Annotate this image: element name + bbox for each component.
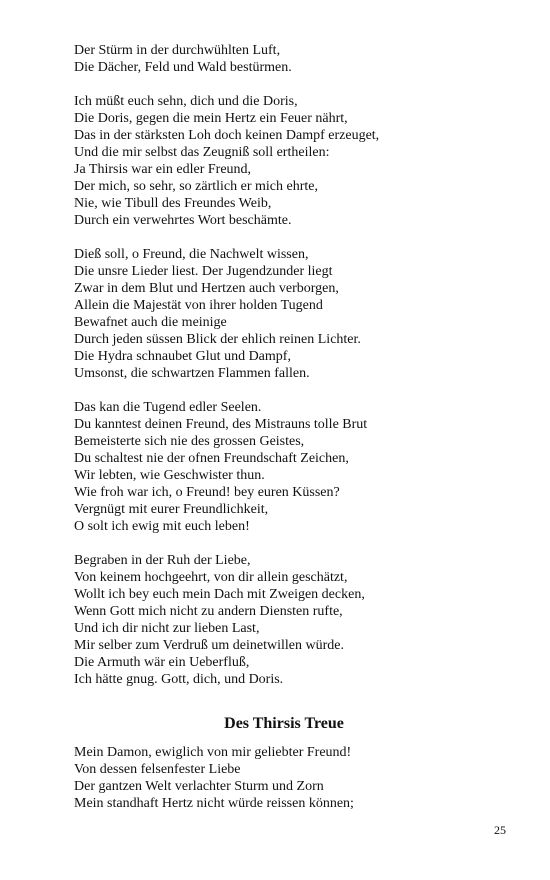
poem-line: Du kanntest deinen Freund, des Mistrauns tolle Brut bbox=[74, 417, 368, 432]
stanza bbox=[74, 42, 494, 76]
poem-line: Wie froh war ich, o Freund! bey euren Küssen? bbox=[74, 485, 340, 500]
poem-line: Das kan die Tugend edler Seelen. bbox=[74, 400, 262, 415]
poem-line: Wir lebten, wie Geschwister thun. bbox=[74, 468, 265, 483]
poem-line: Nie, wie Tibull des Freundes Weib, bbox=[74, 196, 272, 211]
stanza bbox=[74, 399, 494, 535]
poem-line: Von dessen felsenfester Liebe bbox=[74, 762, 241, 777]
poem-line: Und die mir selbst das Zeugniß soll ertheilen: bbox=[74, 145, 330, 160]
stanza bbox=[74, 246, 494, 382]
poem-line: Durch ein verwehrtes Wort beschämte. bbox=[74, 213, 292, 228]
page-number: 25 bbox=[494, 823, 506, 837]
poem-line: Mir selber zum Verdruß um deinetwillen würde. bbox=[74, 638, 344, 653]
poem-line: Der gantzen Welt verlachter Sturm und Zorn bbox=[74, 779, 324, 794]
poem-line: Ich müßt euch sehn, dich und die Doris, bbox=[74, 94, 298, 109]
poem-line: Die Hydra schnaubet Glut und Dampf, bbox=[74, 349, 291, 364]
poem-line: Und ich dir nicht zur lieben Last, bbox=[74, 621, 260, 636]
poem-line: O solt ich ewig mit euch leben! bbox=[74, 519, 250, 534]
poem-stanzas bbox=[74, 42, 494, 688]
poem-two-lines bbox=[74, 744, 494, 812]
poem-line: Die Doris, gegen die mein Hertz ein Feuer nährt, bbox=[74, 111, 348, 126]
poem-title: Des Thirsis Treue bbox=[224, 715, 344, 732]
poem-line: Die Dächer, Feld und Wald bestürmen. bbox=[74, 60, 292, 75]
poem-line: Bewafnet auch die meinige bbox=[74, 315, 227, 330]
poem-line: Wollt ich bey euch mein Dach mit Zweigen decken, bbox=[74, 587, 365, 602]
poem-line: Mein Damon, ewiglich von mir geliebter Freund! bbox=[74, 745, 352, 760]
poem-line: Bemeisterte sich nie des grossen Geistes, bbox=[74, 434, 305, 449]
poem-line: Das in der stärksten Loh doch keinen Dampf erzeuget, bbox=[74, 128, 380, 143]
page-text bbox=[74, 42, 494, 812]
poem-line: Wenn Gott mich nicht zu andern Diensten rufte, bbox=[74, 604, 343, 619]
poem-line: Die Armuth wär ein Ueberfluß, bbox=[74, 655, 250, 670]
poem-line: Zwar in dem Blut und Hertzen auch verborgen, bbox=[74, 281, 339, 296]
poem-line: Umsonst, die schwartzen Flammen fallen. bbox=[74, 366, 310, 381]
poem-line: Du schaltest nie der ofnen Freundschaft Zeichen, bbox=[74, 451, 349, 466]
poem-line: Der Stürm in der durchwühlten Luft, bbox=[74, 43, 281, 58]
poem-line: Allein die Majestät von ihrer holden Tugend bbox=[74, 298, 323, 313]
poem-line: Der mich, so sehr, so zärtlich er mich ehrte, bbox=[74, 179, 318, 194]
poem-line: Dieß soll, o Freund, die Nachwelt wissen, bbox=[74, 247, 309, 262]
poem-line: Die unsre Lieder liest. Der Jugendzunder liegt bbox=[74, 264, 333, 279]
poem-line: Vergnügt mit eurer Freundlichkeit, bbox=[74, 502, 269, 517]
poem-line: Ja Thirsis war ein edler Freund, bbox=[74, 162, 252, 177]
poem-line: Mein standhaft Hertz nicht würde reissen können; bbox=[74, 796, 354, 811]
poem-line: Durch jeden süssen Blick der ehlich reinen Lichter. bbox=[74, 332, 361, 347]
poem-line: Ich hätte gnug. Gott, dich, und Doris. bbox=[74, 672, 284, 687]
poem-line: Von keinem hochgeehrt, von dir allein geschätzt, bbox=[74, 570, 348, 585]
stanza bbox=[74, 93, 494, 229]
poem-line: Begraben in der Ruh der Liebe, bbox=[74, 553, 251, 568]
stanza bbox=[74, 552, 494, 688]
